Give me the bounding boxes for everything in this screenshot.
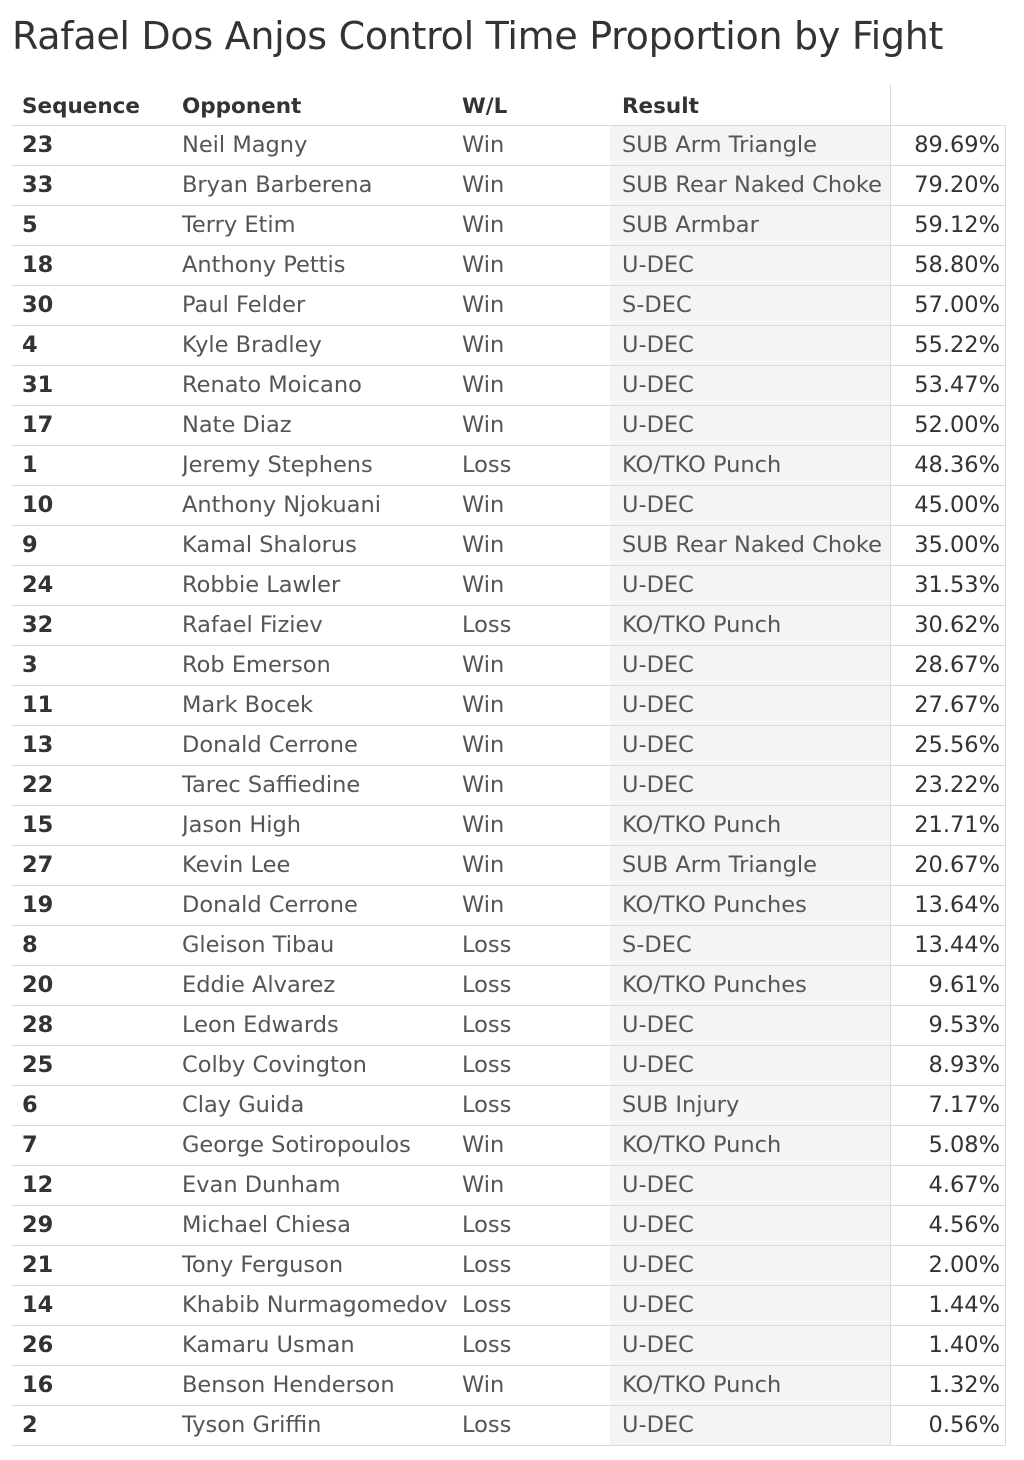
wl-cell: Loss (462, 1412, 512, 1438)
sequence-cell: 21 (22, 1252, 54, 1278)
control-time-value: 30.62% (914, 612, 1000, 638)
sequence-cell: 24 (22, 572, 54, 598)
opponent-cell: Bryan Barberena (182, 172, 373, 198)
column-border (890, 85, 891, 1446)
control-time-value: 79.20% (914, 172, 1000, 198)
control-time-value: 35.00% (914, 532, 1000, 558)
sequence-cell: 2 (22, 1412, 38, 1438)
wl-cell: Win (462, 652, 505, 678)
result-cell: SUB Armbar (610, 206, 891, 245)
control-time-value: 1.40% (928, 1332, 1000, 1358)
control-time-value: 57.00% (914, 292, 1000, 318)
sequence-cell: 20 (22, 972, 54, 998)
sequence-cell: 25 (22, 1052, 54, 1078)
sequence-cell: 12 (22, 1172, 54, 1198)
opponent-cell: Khabib Nurmagomedov (182, 1292, 448, 1318)
result-cell: U-DEC (610, 646, 891, 685)
result-cell: U-DEC (610, 366, 891, 405)
result-cell: KO/TKO Punches (610, 886, 891, 925)
result-cell: U-DEC (610, 1326, 891, 1365)
sequence-cell: 18 (22, 252, 54, 278)
header-opponent: Opponent (182, 94, 302, 119)
opponent-cell: Kamaru Usman (182, 1332, 355, 1358)
result-cell: U-DEC (610, 1246, 891, 1285)
result-cell: U-DEC (610, 406, 891, 445)
result-cell: KO/TKO Punch (610, 806, 891, 845)
opponent-cell: Colby Covington (182, 1052, 367, 1078)
control-time-value: 21.71% (914, 812, 1000, 838)
opponent-cell: Tarec Saffiedine (182, 772, 361, 798)
opponent-cell: Clay Guida (182, 1092, 305, 1118)
wl-cell: Win (462, 812, 505, 838)
wl-cell: Loss (462, 972, 512, 998)
control-time-value: 8.93% (928, 1052, 1000, 1078)
opponent-cell: Anthony Njokuani (182, 492, 381, 518)
control-time-value: 9.53% (928, 1012, 1000, 1038)
opponent-cell: Kyle Bradley (182, 332, 322, 358)
result-cell: KO/TKO Punch (610, 1126, 891, 1165)
sequence-cell: 11 (22, 692, 54, 718)
opponent-cell: Tyson Griffin (182, 1412, 322, 1438)
wl-cell: Loss (462, 1092, 512, 1118)
result-cell: U-DEC (610, 566, 891, 605)
result-cell: U-DEC (610, 1406, 891, 1445)
wl-cell: Win (462, 772, 505, 798)
control-time-value: 89.69% (914, 132, 1000, 158)
sequence-cell: 17 (22, 412, 54, 438)
opponent-cell: Renato Moicano (182, 372, 362, 398)
sequence-cell: 28 (22, 1012, 54, 1038)
result-cell: U-DEC (610, 1286, 891, 1325)
control-time-value: 13.64% (914, 892, 1000, 918)
opponent-cell: Jason High (182, 812, 302, 838)
sequence-cell: 3 (22, 652, 38, 678)
wl-cell: Win (462, 1132, 505, 1158)
control-time-value: 5.08% (928, 1132, 1000, 1158)
row-divider (891, 1445, 1005, 1446)
result-cell: U-DEC (610, 686, 891, 725)
result-cell: KO/TKO Punches (610, 966, 891, 1005)
wl-cell: Win (462, 492, 505, 518)
control-time-value: 2.00% (928, 1252, 1000, 1278)
opponent-cell: Donald Cerrone (182, 892, 358, 918)
wl-cell: Win (462, 132, 505, 158)
chart-title: Rafael Dos Anjos Control Time Proportion by Fight (12, 14, 944, 58)
sequence-cell: 9 (22, 532, 38, 558)
opponent-cell: Evan Dunham (182, 1172, 341, 1198)
result-cell: U-DEC (610, 326, 891, 365)
control-time-value: 7.17% (928, 1092, 1000, 1118)
wl-cell: Win (462, 252, 505, 278)
sequence-cell: 8 (22, 932, 38, 958)
opponent-cell: Anthony Pettis (182, 252, 346, 278)
control-time-value: 45.00% (914, 492, 1000, 518)
result-cell: SUB Rear Naked Choke (610, 166, 891, 205)
control-time-value: 48.36% (914, 452, 1000, 478)
sequence-cell: 23 (22, 132, 54, 158)
wl-cell: Loss (462, 1052, 512, 1078)
opponent-cell: Jeremy Stephens (182, 452, 373, 478)
wl-cell: Win (462, 412, 505, 438)
result-cell: U-DEC (610, 1046, 891, 1085)
control-time-value: 58.80% (914, 252, 1000, 278)
wl-cell: Win (462, 332, 505, 358)
wl-cell: Loss (462, 1332, 512, 1358)
result-cell: SUB Arm Triangle (610, 846, 891, 885)
result-cell: U-DEC (610, 1206, 891, 1245)
sequence-cell: 13 (22, 732, 54, 758)
opponent-cell: Benson Henderson (182, 1372, 395, 1398)
opponent-cell: George Sotiropoulos (182, 1132, 411, 1158)
sequence-cell: 33 (22, 172, 54, 198)
wl-cell: Loss (462, 1012, 512, 1038)
control-time-value: 1.32% (928, 1372, 1000, 1398)
result-cell: U-DEC (610, 1166, 891, 1205)
sequence-cell: 30 (22, 292, 54, 318)
control-time-value: 53.47% (914, 372, 1000, 398)
opponent-cell: Rob Emerson (182, 652, 331, 678)
opponent-cell: Robbie Lawler (182, 572, 341, 598)
opponent-cell: Tony Ferguson (182, 1252, 344, 1278)
wl-cell: Win (462, 372, 505, 398)
sequence-cell: 26 (22, 1332, 54, 1358)
wl-cell: Win (462, 732, 505, 758)
sequence-cell: 7 (22, 1132, 38, 1158)
sequence-cell: 32 (22, 612, 54, 638)
wl-cell: Win (462, 852, 505, 878)
wl-cell: Win (462, 172, 505, 198)
wl-cell: Win (462, 572, 505, 598)
wl-cell: Loss (462, 932, 512, 958)
control-time-value: 55.22% (914, 332, 1000, 358)
control-time-value: 27.67% (914, 692, 1000, 718)
wl-cell: Win (462, 212, 505, 238)
result-cell: SUB Arm Triangle (610, 126, 891, 165)
sequence-cell: 16 (22, 1372, 54, 1398)
opponent-cell: Kamal Shalorus (182, 532, 357, 558)
sequence-cell: 10 (22, 492, 54, 518)
result-cell: KO/TKO Punch (610, 606, 891, 645)
opponent-cell: Terry Etim (182, 212, 296, 238)
opponent-cell: Michael Chiesa (182, 1212, 351, 1238)
sequence-cell: 6 (22, 1092, 38, 1118)
opponent-cell: Nate Diaz (182, 412, 292, 438)
sequence-cell: 19 (22, 892, 54, 918)
wl-cell: Loss (462, 452, 512, 478)
control-time-value: 9.61% (928, 972, 1000, 998)
wl-cell: Loss (462, 1292, 512, 1318)
sequence-cell: 29 (22, 1212, 54, 1238)
wl-cell: Loss (462, 1252, 512, 1278)
result-cell: S-DEC (610, 286, 891, 325)
control-time-value: 0.56% (928, 1412, 1000, 1438)
sequence-cell: 4 (22, 332, 38, 358)
result-cell: U-DEC (610, 766, 891, 805)
result-cell: U-DEC (610, 486, 891, 525)
opponent-cell: Donald Cerrone (182, 732, 358, 758)
wl-cell: Win (462, 692, 505, 718)
sequence-cell: 31 (22, 372, 54, 398)
wl-cell: Win (462, 1172, 505, 1198)
opponent-cell: Gleison Tibau (182, 932, 335, 958)
result-cell: U-DEC (610, 1006, 891, 1045)
wl-cell: Win (462, 1372, 505, 1398)
opponent-cell: Paul Felder (182, 292, 306, 318)
sequence-cell: 1 (22, 452, 38, 478)
result-cell: S-DEC (610, 926, 891, 965)
result-cell: KO/TKO Punch (610, 446, 891, 485)
control-time-value: 20.67% (914, 852, 1000, 878)
result-cell: U-DEC (610, 246, 891, 285)
result-cell: SUB Injury (610, 1086, 891, 1125)
wl-cell: Loss (462, 1212, 512, 1238)
sequence-cell: 15 (22, 812, 54, 838)
control-time-value: 4.56% (928, 1212, 1000, 1238)
control-time-value: 1.44% (928, 1292, 1000, 1318)
wl-cell: Loss (462, 612, 512, 638)
sequence-cell: 27 (22, 852, 54, 878)
result-cell: U-DEC (610, 726, 891, 765)
sequence-cell: 14 (22, 1292, 54, 1318)
column-border (1005, 125, 1006, 1446)
opponent-cell: Eddie Alvarez (182, 972, 336, 998)
wl-cell: Win (462, 292, 505, 318)
wl-cell: Win (462, 532, 505, 558)
control-time-value: 28.67% (914, 652, 1000, 678)
result-cell: KO/TKO Punch (610, 1366, 891, 1405)
control-time-value: 23.22% (914, 772, 1000, 798)
header-sequence: Sequence (22, 94, 140, 119)
control-time-value: 25.56% (914, 732, 1000, 758)
opponent-cell: Rafael Fiziev (182, 612, 323, 638)
sequence-cell: 5 (22, 212, 38, 238)
result-cell: SUB Rear Naked Choke (610, 526, 891, 565)
opponent-cell: Mark Bocek (182, 692, 314, 718)
header-result: Result (622, 94, 699, 119)
row-divider (12, 1445, 891, 1446)
header-wl: W/L (462, 94, 508, 119)
opponent-cell: Neil Magny (182, 132, 308, 158)
opponent-cell: Kevin Lee (182, 852, 291, 878)
control-time-value: 4.67% (928, 1172, 1000, 1198)
wl-cell: Win (462, 892, 505, 918)
control-time-value: 13.44% (914, 932, 1000, 958)
sequence-cell: 22 (22, 772, 54, 798)
control-time-value: 52.00% (914, 412, 1000, 438)
control-time-value: 31.53% (914, 572, 1000, 598)
control-time-value: 59.12% (914, 212, 1000, 238)
opponent-cell: Leon Edwards (182, 1012, 339, 1038)
